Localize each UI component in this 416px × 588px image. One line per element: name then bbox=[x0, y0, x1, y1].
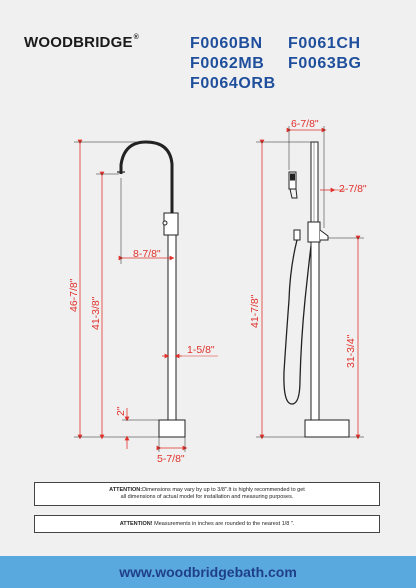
column-height-label: 41-3/8" bbox=[90, 296, 102, 330]
footer-bar bbox=[0, 556, 416, 588]
handle-offset-label: 2-7/8" bbox=[339, 183, 367, 195]
spout-reach-label: 8-7/8" bbox=[133, 248, 161, 260]
base-height-label: 2" bbox=[115, 406, 127, 416]
brand-name: WOODBRIDGE bbox=[24, 34, 133, 51]
model-number: F0062MB bbox=[190, 55, 265, 72]
website-link[interactable]: www.woodbridgebath.com bbox=[119, 564, 297, 580]
attention-label: ATTENTION! bbox=[119, 521, 153, 527]
left-dimension-labels bbox=[68, 248, 215, 465]
attention-notice-rounding bbox=[34, 515, 380, 533]
registered-mark: ® bbox=[133, 34, 140, 41]
right-dimensions bbox=[256, 126, 364, 437]
left-faucet-outline bbox=[117, 142, 185, 437]
attention-text: Measurements in inches are rounded to the nearest 1/8 ". bbox=[152, 521, 295, 527]
attention-label: ATTENTION: bbox=[109, 487, 143, 493]
pipe-diameter-label: 1-5/8" bbox=[187, 344, 215, 356]
attention-text-line2: all dimensions of actual model for installation and measuring purposes. bbox=[120, 494, 294, 500]
model-number: F0063BG bbox=[288, 55, 362, 72]
right-column-height-label: 41-7/8" bbox=[249, 294, 261, 328]
attention-notice-dimensions bbox=[34, 482, 380, 506]
attention-text: Dimensions may vary by up to 3/8".It is highly recommended to get bbox=[142, 487, 305, 493]
handshower-height-label: 31-3/4" bbox=[345, 334, 357, 368]
total-height-label: 46-7/8" bbox=[68, 278, 80, 312]
top-width-label: 6-7/8" bbox=[291, 118, 319, 130]
model-number: F0064ORB bbox=[190, 75, 276, 92]
model-number: F0060BN bbox=[190, 35, 263, 52]
model-number: F0061CH bbox=[288, 35, 361, 52]
base-width-label: 5-7/8" bbox=[157, 453, 185, 465]
right-dimension-labels bbox=[249, 118, 367, 368]
